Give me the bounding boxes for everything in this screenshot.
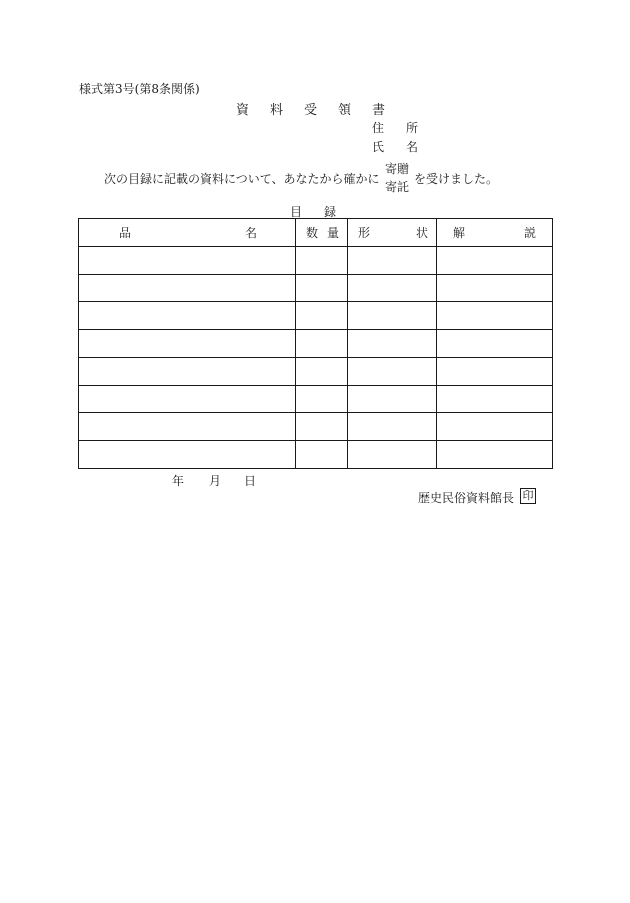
header-text: 説 [523,225,536,240]
shape-cell[interactable] [348,246,437,274]
table-row [79,441,553,469]
year-label: 年 [172,474,185,488]
month-label: 月 [209,474,222,488]
quantity-cell[interactable] [296,413,348,441]
shape-cell[interactable] [348,330,437,358]
item-cell[interactable] [79,246,296,274]
seal-stamp: 印 [520,488,536,504]
form-number: 様式第3号(第8条関係) [79,82,200,96]
item-cell[interactable] [79,302,296,330]
date-line [172,472,256,489]
header-quantity [296,219,348,247]
header-text: 数 [306,225,319,240]
name-label: 氏名 [372,140,441,154]
shape-cell[interactable] [348,274,437,302]
table-row [79,302,553,330]
signer-title: 歴史民俗資料館長 [418,491,515,505]
header-description [437,219,553,247]
header-text: 名 [244,225,257,240]
table-row [79,246,553,274]
shape-cell[interactable] [348,413,437,441]
catalog-title: 目録 [290,205,359,219]
item-cell[interactable] [79,274,296,302]
quantity-cell[interactable] [296,385,348,413]
table-row [79,330,553,358]
description-cell[interactable] [437,330,553,358]
item-cell[interactable] [79,441,296,469]
quantity-cell[interactable] [296,302,348,330]
description-cell[interactable] [437,385,553,413]
quantity-cell[interactable] [296,357,348,385]
header-text: 量 [326,225,339,240]
item-cell[interactable] [79,357,296,385]
quantity-cell[interactable] [296,330,348,358]
header-shape [348,219,437,247]
day-label: 日 [244,474,257,488]
document-title: 資料受領書 [236,103,407,118]
option-donation: 寄贈 [385,162,410,176]
shape-cell[interactable] [348,302,437,330]
description-cell[interactable] [437,302,553,330]
shape-cell[interactable] [348,385,437,413]
quantity-cell[interactable] [296,274,348,302]
item-cell[interactable] [79,385,296,413]
option-deposit: 寄託 [385,180,410,194]
header-text: 状 [415,225,428,240]
shape-cell[interactable] [348,357,437,385]
statement-suffix: を受けました。 [414,172,499,186]
header-text: 形 [358,225,371,240]
description-cell[interactable] [437,357,553,385]
quantity-cell[interactable] [296,441,348,469]
table-row [79,413,553,441]
table-row [79,274,553,302]
header-text: 品 [119,225,132,240]
description-cell[interactable] [437,413,553,441]
statement-text: 次の目録に記載の資料について、あなたから確かに [104,172,380,186]
item-cell[interactable] [79,330,296,358]
header-text: 解 [453,225,466,240]
catalog-table [78,218,553,469]
item-cell[interactable] [79,413,296,441]
quantity-cell[interactable] [296,246,348,274]
description-cell[interactable] [437,274,553,302]
shape-cell[interactable] [348,441,437,469]
table-row [79,385,553,413]
catalog-header-row [79,219,553,247]
description-cell[interactable] [437,441,553,469]
description-cell[interactable] [437,246,553,274]
table-row [79,357,553,385]
address-label: 住所 [372,121,441,135]
header-item-name [79,219,296,247]
